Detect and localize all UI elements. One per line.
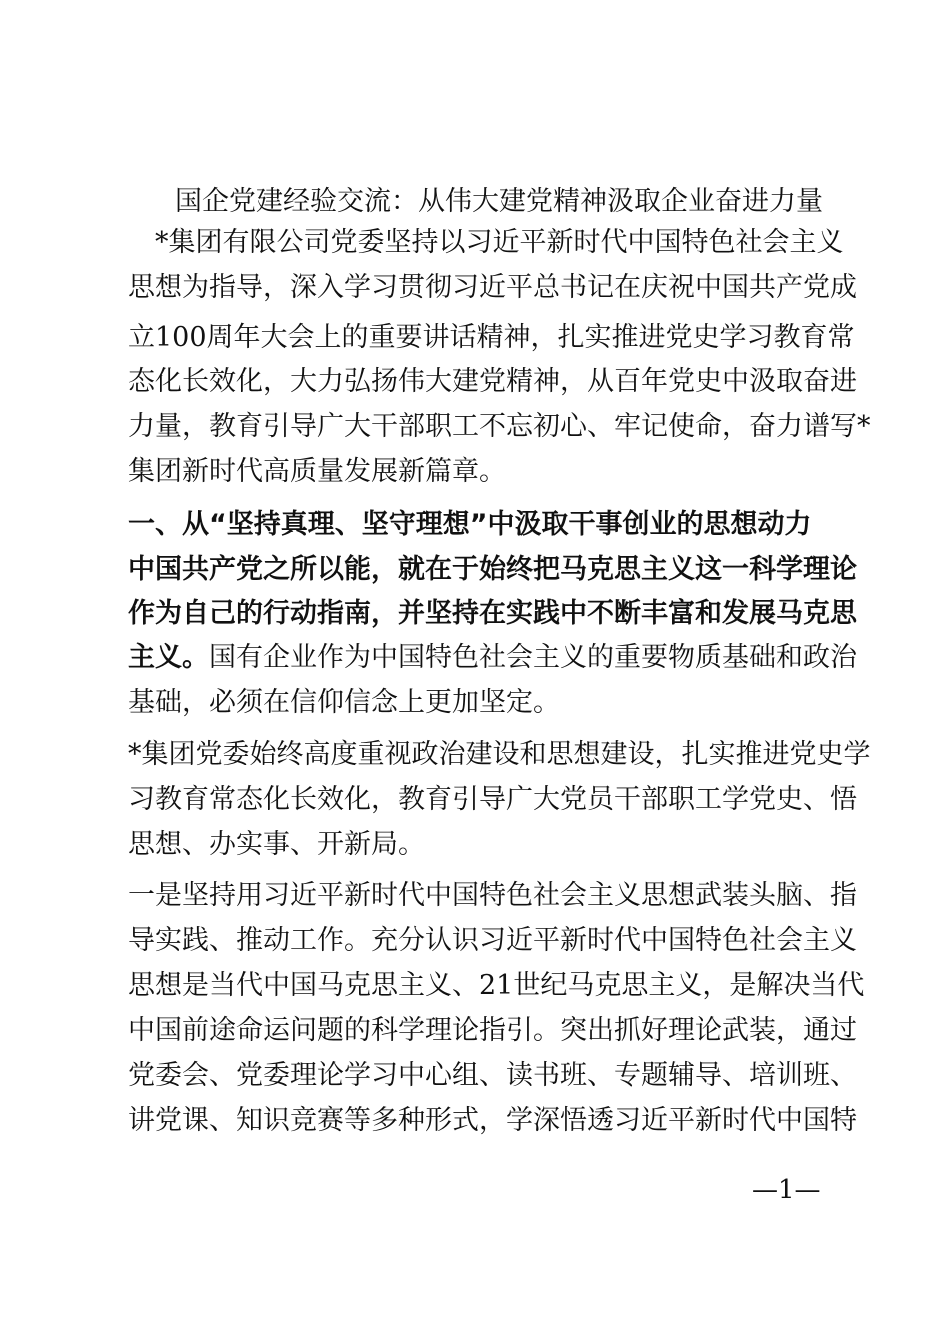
body-line: 导实践、推动工作。充分认识习近平新时代中国特色社会主义: [128, 925, 857, 956]
body-line: 作为自己的行动指南，并坚持在实践中不断丰富和发展马克思: [128, 598, 857, 629]
body-line: *集团党委始终高度重视政治建设和思想建设，扎实推进党史学: [128, 739, 871, 770]
page-number: —1—: [752, 1175, 821, 1205]
body-line: 态化长效化，大力弘扬伟大建党精神，从百年党史中汲取奋进: [128, 366, 857, 397]
body-line: 中国共产党之所以能，就在于始终把马克思主义这一科学理论: [128, 554, 857, 585]
body-line: 党委会、党委理论学习中心组、读书班、专题辅导、培训班、: [128, 1060, 857, 1091]
body-line: 讲党课、知识竞赛等多种形式，学深悟透习近平新时代中国特: [128, 1105, 857, 1136]
section-heading: 一、从“坚持真理、坚守理想”中汲取干事创业的思想动力: [128, 509, 812, 540]
body-line: 思想为指导，深入学习贯彻习近平总书记在庆祝中国共产党成: [128, 272, 857, 303]
body-line: 主义。国有企业作为中国特色社会主义的重要物质基础和政治: [128, 642, 857, 673]
body-line: 基础，必须在信仰信念上更加坚定。: [128, 687, 560, 718]
body-line: 习教育常态化长效化，教育引导广大党员干部职工学党史、悟: [128, 784, 857, 815]
body-line: 思想、办实事、开新局。: [128, 829, 425, 860]
body-line: 思想是当代中国马克思主义、21世纪马克思主义，是解决当代: [128, 970, 865, 1001]
body-line: 力量，教育引导广大干部职工不忘初心、牢记使命，奋力谱写*: [128, 411, 871, 442]
document-title: 国企党建经验交流：从伟大建党精神汲取企业奋进力量: [175, 186, 823, 217]
body-line: *集团有限公司党委坚持以习近平新时代中国特色社会主义: [128, 227, 844, 258]
body-line: 一是坚持用习近平新时代中国特色社会主义思想武装头脑、指: [128, 880, 857, 911]
body-line: 中国前途命运问题的科学理论指引。突出抓好理论武装，通过: [128, 1015, 857, 1046]
body-line: 立100周年大会上的重要讲话精神，扎实推进党史学习教育常: [128, 322, 855, 353]
body-line: 集团新时代高质量发展新篇章。: [128, 456, 506, 487]
